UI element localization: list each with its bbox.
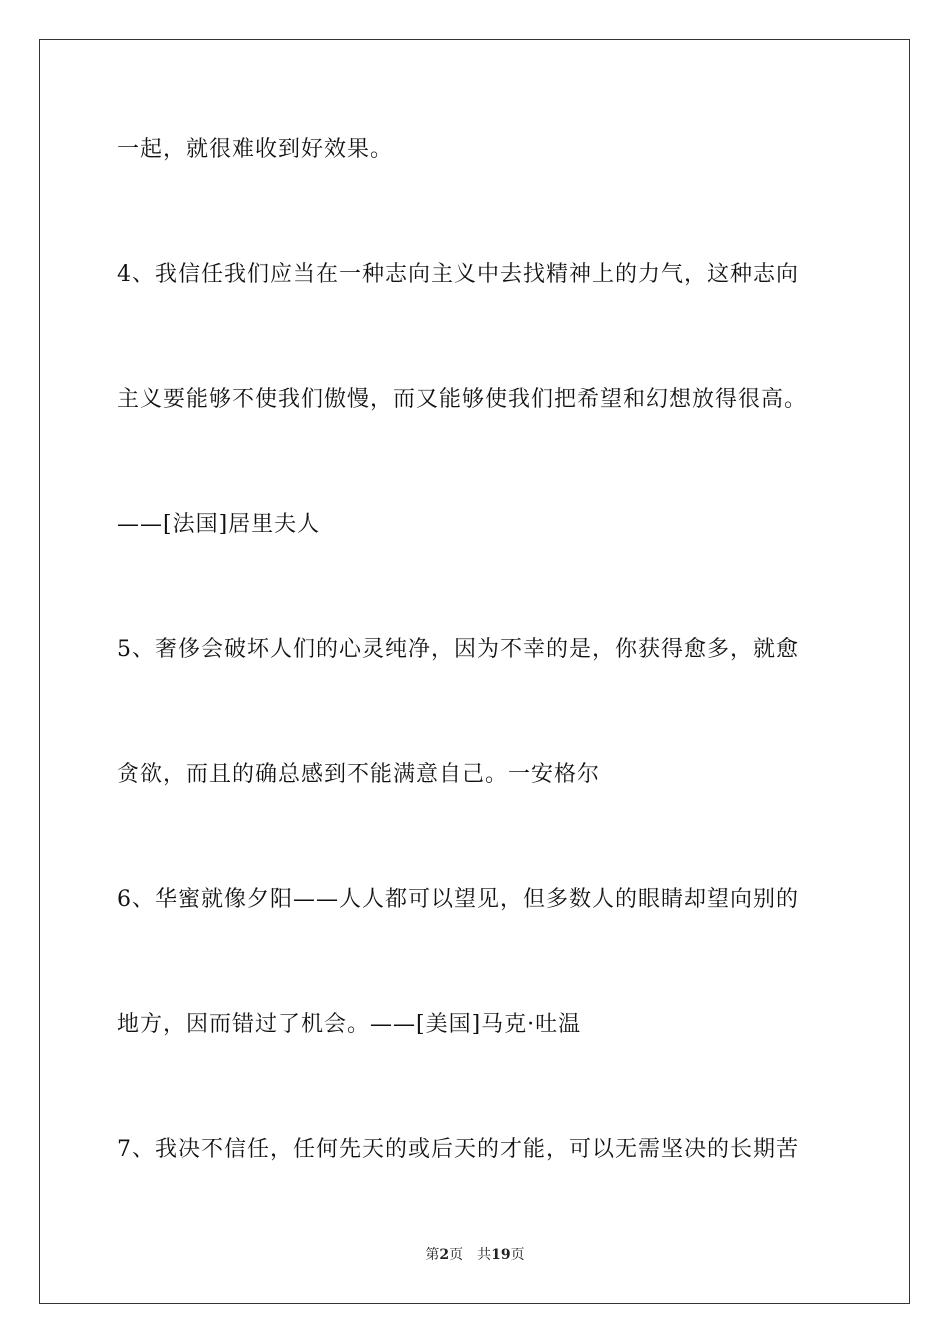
total-pages: 19: [491, 1247, 511, 1263]
total-prefix: 共: [477, 1247, 492, 1263]
text-line-2: 4、我信任我们应当在一种志向主义中去找精神上的力气，这种志向: [117, 262, 799, 287]
page-number: 2: [439, 1247, 450, 1263]
total-suffix: 页: [510, 1247, 525, 1263]
text-line-6: 贪欲，而且的确总感到不能满意自己。一安格尔: [117, 762, 601, 787]
text-line-5: 5、奢侈会破坏人们的心灵纯净，因为不幸的是，你获得愈多，就愈: [117, 637, 799, 662]
text-line-1: 一起，就很难收到好效果。: [117, 137, 394, 162]
text-line-7: 6、华蜜就像夕阳——人人都可以望见，但多数人的眼睛却望向别的: [117, 887, 799, 912]
page-suffix: 页: [449, 1247, 464, 1263]
page-prefix: 第: [425, 1247, 440, 1263]
text-line-3: 主义要能够不使我们傲慢，而又能够使我们把希望和幻想放得很高。: [117, 387, 808, 412]
text-line-9: 7、我决不信任，任何先天的或后天的才能，可以无需坚决的长期苦: [117, 1137, 799, 1162]
text-line-8: 地方，因而错过了机会。——[美国]马克·吐温: [117, 1012, 582, 1037]
page-footer: [0, 1246, 950, 1264]
page-frame: [39, 39, 910, 1304]
text-line-4: ——[法国]居里夫人: [117, 512, 321, 537]
